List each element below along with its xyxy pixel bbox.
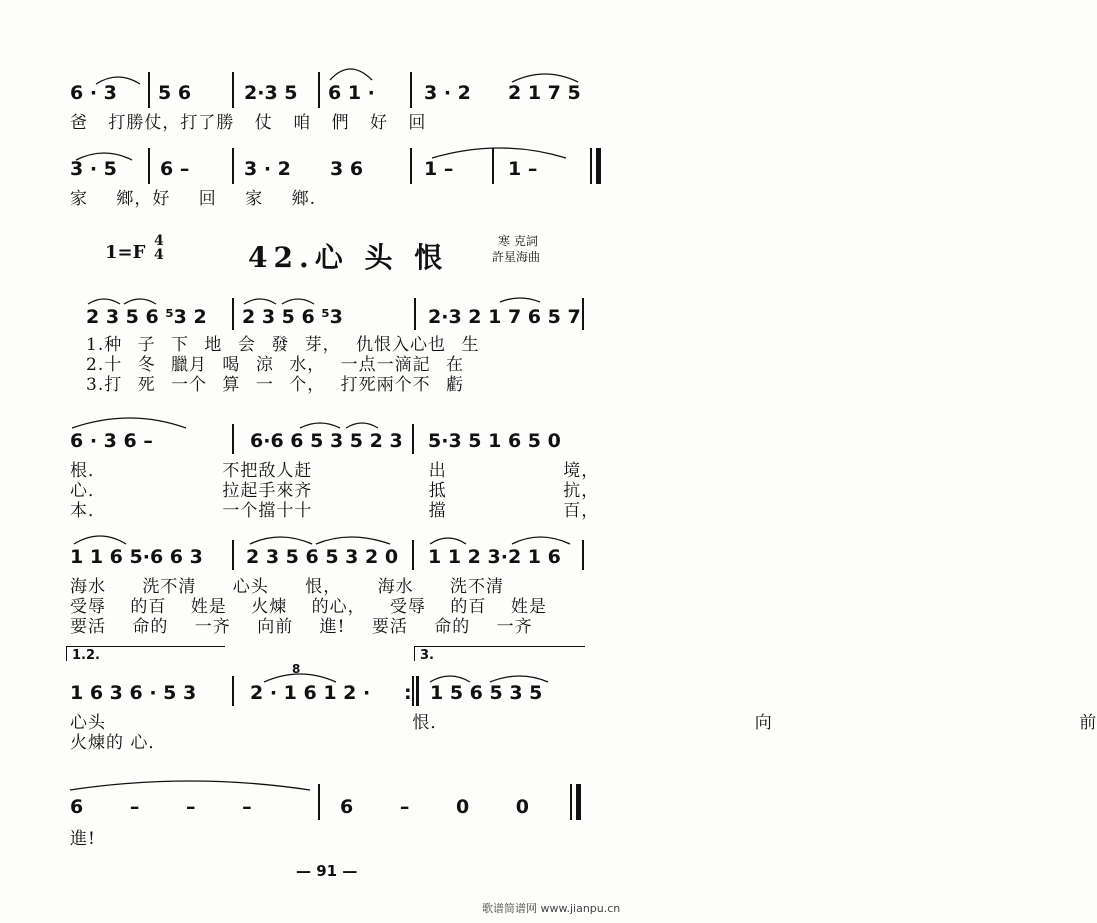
key-signature: 1=F: [105, 242, 146, 263]
volta-label-3: 3.: [420, 648, 434, 663]
note-group: 2 1 7 5: [508, 82, 581, 104]
note-group: 6·6 6 5 3 5 2 3: [250, 430, 403, 452]
slur: [264, 674, 336, 682]
note-group: 3 · 2: [424, 82, 471, 104]
note-group: 2·3 5: [244, 82, 298, 104]
note-group: 3 · 2: [244, 158, 291, 180]
slur: [316, 537, 390, 544]
note-group: 1 6 3 6 · 5 3: [70, 682, 197, 704]
slur: [430, 538, 466, 544]
note-group: 6 · 3 6 –: [70, 430, 153, 452]
note-group: 6 – – –: [70, 796, 252, 818]
note-group: 1 –: [424, 158, 454, 180]
note-group: 2 3 5 6 ⁵3: [242, 306, 343, 328]
slur: [500, 298, 540, 302]
lyrics-verse-1: 1.种 子 下 地 会 發 芽， 仇恨入心也 生: [86, 335, 480, 355]
note-group: 3 · 5: [70, 158, 117, 180]
slur: [512, 74, 578, 82]
slur: [300, 423, 340, 428]
time-signature-bottom: 4: [154, 247, 164, 263]
page-number: — 91 —: [296, 862, 358, 880]
lyrics-line: 爸 打勝仗，打了勝 仗 咱 們 好 回: [70, 113, 427, 133]
time-signature-top: 4: [154, 233, 164, 249]
note-group: 2 3 5 6 5 3 2 0: [246, 546, 399, 568]
repeat-sign: :: [404, 682, 412, 704]
lyrics-verse-2: 火煉的 心．: [70, 733, 167, 753]
slur: [124, 299, 156, 304]
lyrics-verse-1: 進!: [70, 829, 96, 849]
note-group: 3 6: [330, 158, 364, 180]
lyrics-verse-3: 3.打 死 一个 算 一 个， 打死兩个不 虧: [86, 375, 465, 395]
slur: [490, 676, 548, 682]
note-group: 1 –: [508, 158, 538, 180]
note-group: 6 1 ·: [328, 82, 375, 104]
note-group: 6 · 3: [70, 82, 117, 104]
slur: [74, 536, 126, 544]
slur: [72, 418, 186, 428]
tie: [70, 781, 310, 790]
slur: [430, 676, 470, 682]
slur: [76, 153, 132, 160]
note-group: 1 1 2 3·2 1 6: [428, 546, 561, 568]
slur: [330, 69, 372, 80]
lyrics-verse-2: 受辱 的百 姓是 火煉 的心， 受辱 的百 姓是: [70, 597, 547, 617]
note-group: 1 1 6 5·6 6 3: [70, 546, 203, 568]
volta-label-1: 1.2.: [72, 648, 100, 663]
lyrics-verse-1: 根． 不把敌人赶 出 境，: [70, 461, 600, 481]
note-group: 2·3 2 1 7 6 5 7: [428, 306, 581, 328]
note-group: 2 · 1 6 1 2 ·: [250, 682, 371, 704]
lyrics-verse-3: 本． 一个擋十十 擋 百，: [70, 501, 600, 521]
slur: [96, 77, 140, 84]
note-group: 5·3 5 1 6 5 0: [428, 430, 561, 452]
song-title: 42.心 头 恨: [248, 241, 449, 274]
fermata-mark: 8: [292, 662, 301, 676]
lyrics-verse-3: 要活 命的 一齐 向前 進! 要活 命的 一齐: [70, 617, 533, 637]
note-group: 6 – 0 0: [340, 796, 530, 818]
lyrics-verse-2: 2.十 冬 臘月 喝 涼 水， 一点一滴記 在: [86, 355, 465, 375]
note-group: 2 3 5 6 ⁵3 2: [86, 306, 207, 328]
watermark: 歌谱简谱网 www.jianpu.cn: [482, 902, 621, 915]
slur: [346, 423, 378, 428]
slur: [88, 299, 120, 304]
note-group: 6 –: [160, 158, 190, 180]
lyricist-credit: 寒 克詞: [498, 234, 538, 248]
slur: [244, 299, 276, 304]
note-group: 5 6: [158, 82, 192, 104]
note-group: 1 5 6 5 3 5: [430, 682, 543, 704]
slur: [432, 148, 566, 158]
slur: [250, 537, 312, 544]
slur: [512, 537, 570, 544]
slur: [282, 299, 314, 304]
lyrics-verse-2: 心． 拉起手來齐 抵 抗，: [70, 481, 600, 501]
lyrics-verse-1: 心头 恨． 向 前: [70, 713, 1097, 733]
lyrics-verse-1: 海水 洗不清 心头 恨， 海水 洗不清: [70, 577, 505, 597]
composer-credit: 許星海曲: [492, 250, 541, 264]
lyrics-line: 家 鄉，好 回 家 鄉.: [70, 189, 317, 209]
